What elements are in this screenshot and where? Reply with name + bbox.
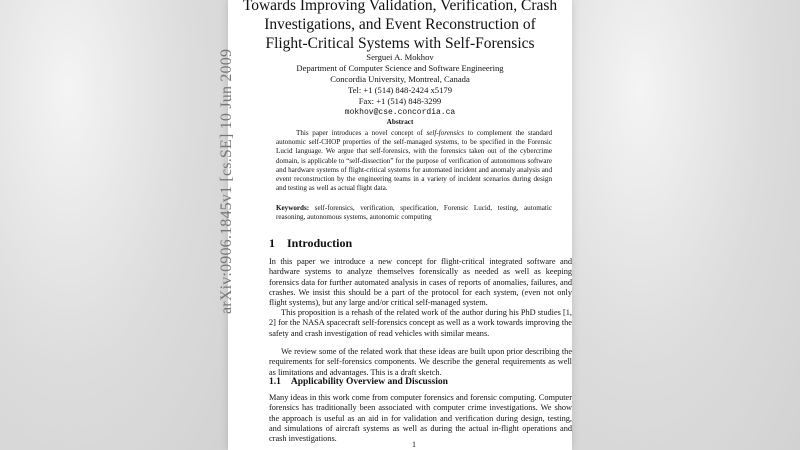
abstract-emphasis: self-forensics [426,129,465,137]
page-number: 1 [412,440,416,449]
section-title: Introduction [287,236,353,250]
abstract-text [276,129,552,193]
subsection-title: Applicability Overview and Discussion [290,377,448,387]
section-number: 1 [269,236,275,250]
abstract-heading: Abstract [386,118,414,126]
intro-paragraph: This proposition is a rehash of the related work of the author during his PhD studies [1, 2] for the NASA spacecraft self-forensics concept as well as a work towards improving the safety and crash investigation of read vehicles with similar means. [269,308,572,338]
subsection-heading-applicability [269,377,448,387]
title-line: Towards Improving Validation, Verification, Crash [242,0,558,14]
author-tel: Tel: +1 (514) 848-2424 x5179 [347,85,452,95]
title-line: Flight-Critical Systems with Self-Forensics [265,35,535,52]
background-right [572,0,800,450]
abstract-text-part: to complement the standard autonomic self-CHOP properties of the self-managed systems, to be specified in the Forensic Lucid language. We argue that self-forensics, with the forensics taken out of the cybercrime domain, is applicable to “self-dissection” for the purpose of verification of autonomous software and hardware systems of flight-critical systems for automated incident and anomaly analysis and event reconstruction by the engineering teams in a variety of incident scenarios during design and testing as well as actual flight data. [276,129,552,193]
intro-paragraph: We review some of the related work that these ideas are built upon prior describing the requirements for self-forensics components. We describe the general requirements as well as limitations and advantages. This is a draft sketch. [269,347,572,377]
author-department: Department of Computer Science and Software Engineering [296,63,504,73]
arxiv-stamp-text: arXiv:0906.1845v1 [cs.SE] 10 Jun 2009 [218,48,235,314]
author-name: Serguei A. Mokhov [366,52,434,62]
title-line: Investigations, and Event Reconstruction of [264,16,536,33]
applicability-paragraph: Many ideas in this work come from computer forensics and forensic computing. Computer forensics has traditionally been associated with computer crime investigations. We show the approach is useful as an aid in for validation and verification during design, testing, and simulations of aircraft systems as well as during the actual in-flight operations and crash investigations. [269,393,572,444]
keywords-text: self-forensics, verification, specification, Forensic Lucid, testing, automatic reasoning, autonomous systems, autonomic computing [276,204,552,222]
author-email: mokhov@cse.concordia.ca [344,108,456,117]
intro-paragraph: In this paper we introduce a new concept for flight-critical integrated software and hardware systems to analyze themselves forensically as needed as well as keeping forensics data for further automated analysis in cases of reports of anomalies, failures, and crashes. We insist this should be a part of the protocol for each system, (even not only flight systems), but any large and/or critical self-managed system. [269,257,572,308]
author-fax: Fax: +1 (514) 848-3299 [358,96,442,106]
author-university: Concordia University, Montreal, Canada [330,74,470,84]
keywords-label: Keywords: [276,204,310,212]
abstract-text-part: This paper introduces a novel concept of [296,129,427,137]
paper-title [240,0,560,53]
keywords [276,204,552,222]
background-left [0,0,228,450]
section-heading-introduction [269,236,352,251]
subsection-number: 1.1 [269,377,281,387]
author-block [240,52,560,118]
